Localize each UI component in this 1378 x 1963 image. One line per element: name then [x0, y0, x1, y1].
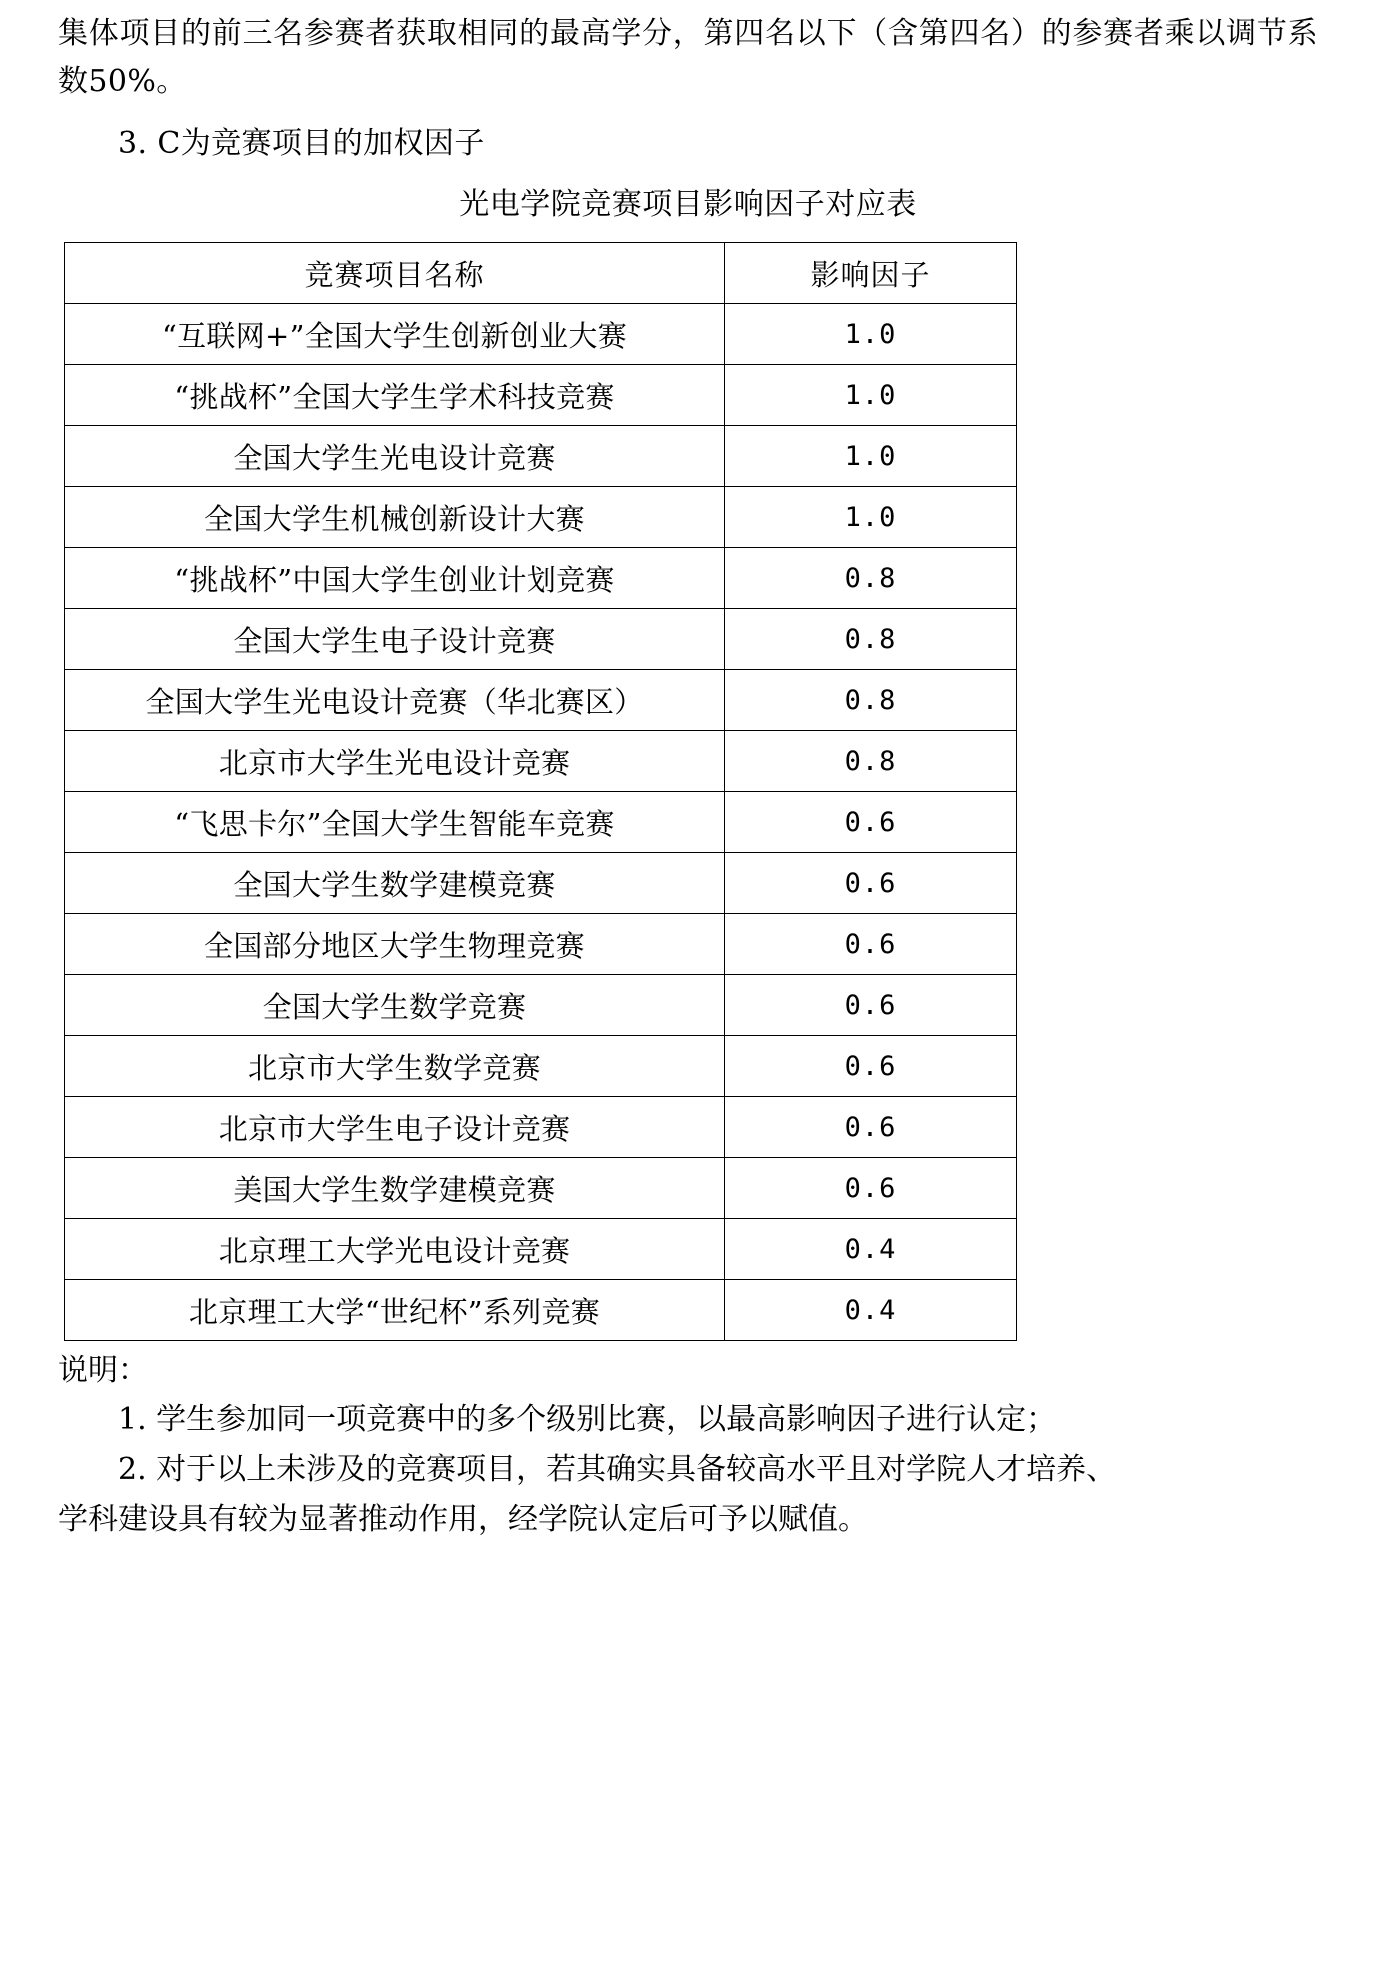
cell-impact-factor: 0.6 [725, 914, 1017, 975]
competition-factor-table [64, 242, 1017, 1341]
cell-impact-factor: 0.6 [725, 975, 1017, 1036]
table-row [65, 853, 1017, 914]
cell-impact-factor: 1.0 [725, 487, 1017, 548]
table-row [65, 365, 1017, 426]
table-row [65, 1219, 1017, 1280]
table-row [65, 1280, 1017, 1341]
column-header-name: 竞赛项目名称 [65, 243, 725, 304]
cell-competition-name: 全国大学生光电设计竞赛（华北赛区） [65, 670, 725, 731]
cell-competition-name: 全国大学生数学建模竞赛 [65, 853, 725, 914]
cell-competition-name: 全国大学生机械创新设计大赛 [65, 487, 725, 548]
cell-impact-factor: 0.6 [725, 1097, 1017, 1158]
table-header-row [65, 243, 1017, 304]
cell-competition-name: 全国大学生数学竞赛 [65, 975, 725, 1036]
table-row [65, 1036, 1017, 1097]
table-row [65, 548, 1017, 609]
cell-impact-factor: 1.0 [725, 304, 1017, 365]
cell-competition-name: 北京理工大学“世纪杯”系列竞赛 [65, 1280, 725, 1341]
table-row [65, 792, 1017, 853]
cell-impact-factor: 0.6 [725, 1158, 1017, 1219]
intro-paragraph-2: 3. C为竞赛项目的加权因子 [118, 126, 485, 161]
cell-impact-factor: 1.0 [725, 365, 1017, 426]
cell-impact-factor: 0.8 [725, 731, 1017, 792]
cell-competition-name: 全国大学生光电设计竞赛 [65, 426, 725, 487]
cell-impact-factor: 0.4 [725, 1219, 1017, 1280]
table-row [65, 670, 1017, 731]
spacer [58, 106, 1318, 120]
table-row [65, 304, 1017, 365]
notes-label: 说明： [58, 1353, 148, 1388]
cell-competition-name: “挑战杯”全国大学生学术科技竞赛 [65, 365, 725, 426]
table-row [65, 1097, 1017, 1158]
note-item-2-continuation: 学科建设具有较为显著推动作用，经学院认定后可予以赋值。 [58, 1502, 868, 1537]
cell-competition-name: “挑战杯”中国大学生创业计划竞赛 [65, 548, 725, 609]
note-item-2: 2. 对于以上未涉及的竞赛项目，若其确实具备较高水平且对学院人才培养、 [118, 1452, 1117, 1487]
cell-competition-name: 全国部分地区大学生物理竞赛 [65, 914, 725, 975]
cell-impact-factor: 0.8 [725, 609, 1017, 670]
cell-competition-name: 美国大学生数学建模竞赛 [65, 1158, 725, 1219]
cell-impact-factor: 1.0 [725, 426, 1017, 487]
table-row [65, 609, 1017, 670]
note-item-1: 1. 学生参加同一项竞赛中的多个级别比赛，以最高影响因子进行认定； [118, 1402, 1057, 1437]
table-row [65, 487, 1017, 548]
cell-competition-name: “飞思卡尔”全国大学生智能车竞赛 [65, 792, 725, 853]
cell-impact-factor: 0.8 [725, 670, 1017, 731]
column-header-factor: 影响因子 [725, 243, 1017, 304]
notes-section [58, 1347, 1318, 1545]
cell-competition-name: 北京理工大学光电设计竞赛 [65, 1219, 725, 1280]
table-title: 光电学院竞赛项目影响因子对应表 [459, 187, 917, 222]
cell-competition-name: “互联网+”全国大学生创新创业大赛 [65, 304, 725, 365]
cell-competition-name: 全国大学生电子设计竞赛 [65, 609, 725, 670]
cell-competition-name: 北京市大学生电子设计竞赛 [65, 1097, 725, 1158]
cell-competition-name: 北京市大学生光电设计竞赛 [65, 731, 725, 792]
table-row [65, 731, 1017, 792]
cell-impact-factor: 0.4 [725, 1280, 1017, 1341]
cell-impact-factor: 0.6 [725, 853, 1017, 914]
cell-impact-factor: 0.6 [725, 1036, 1017, 1097]
spacer [58, 168, 1318, 182]
table-row [65, 914, 1017, 975]
cell-impact-factor: 0.8 [725, 548, 1017, 609]
cell-impact-factor: 0.6 [725, 792, 1017, 853]
table-row [65, 1158, 1017, 1219]
intro-paragraph-1: 集体项目的前三名参赛者获取相同的最高学分，第四名以下（含第四名）的参赛者乘以调节系数50%。 [58, 16, 1318, 99]
cell-competition-name: 北京市大学生数学竞赛 [65, 1036, 725, 1097]
table-row [65, 426, 1017, 487]
table-row [65, 975, 1017, 1036]
